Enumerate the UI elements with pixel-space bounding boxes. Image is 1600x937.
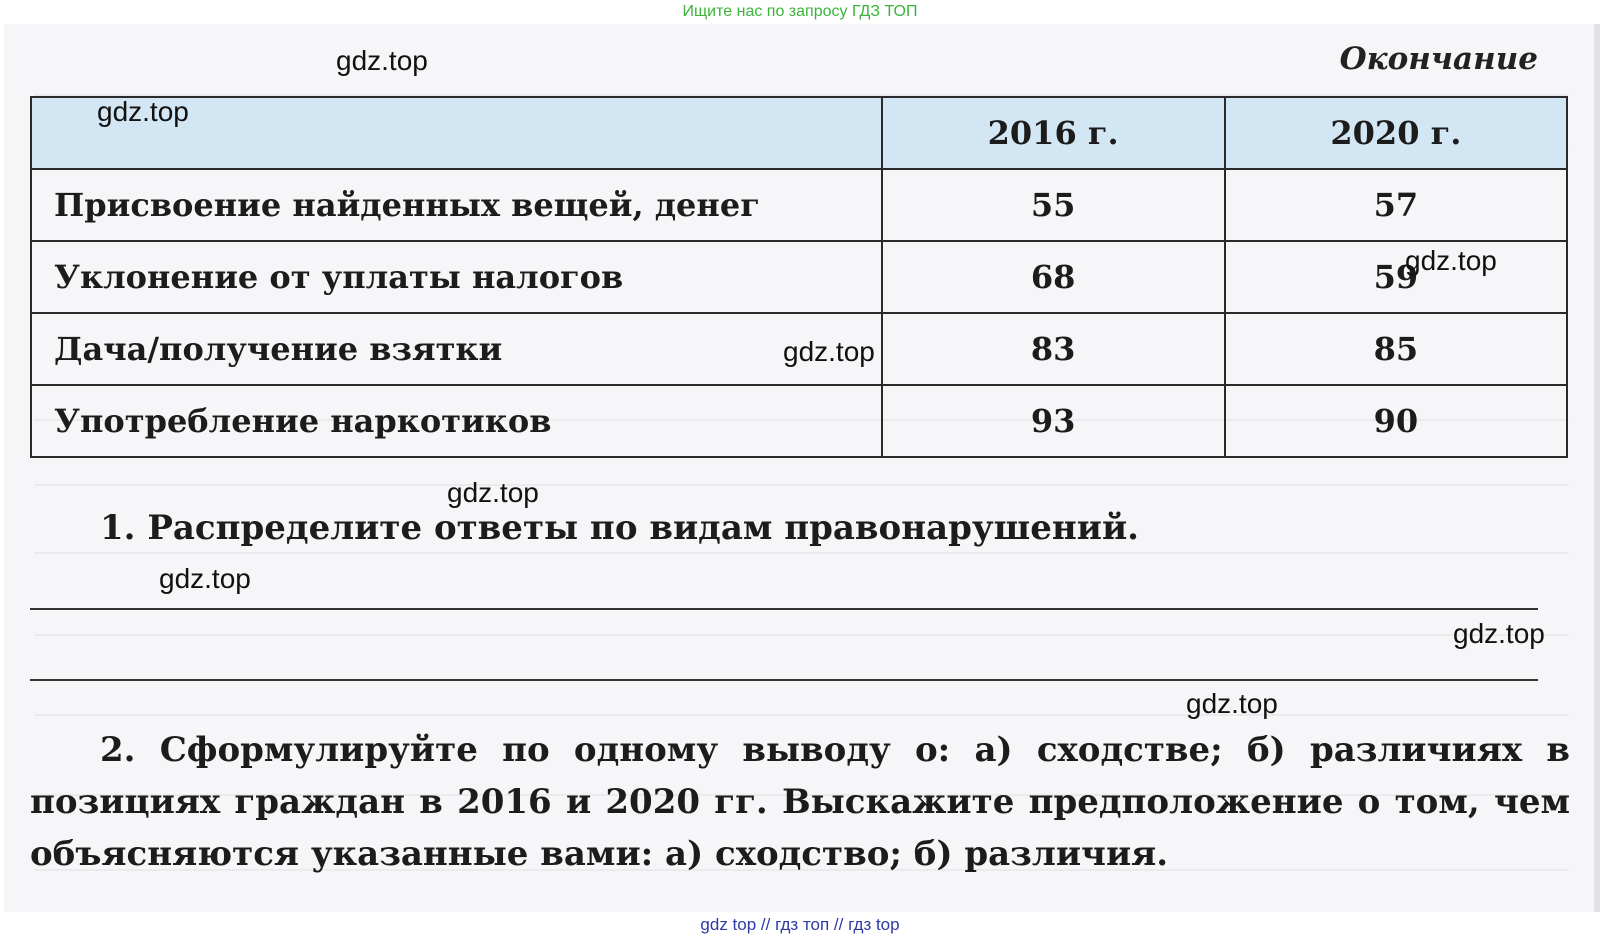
task-2-text: 2. Сформулируйте по одному выводу о: а) сходстве; б) различиях в позициях граждан в 2016 и 2020 гг. Выскажите предположение о том, чем объясняются указанные вами: а) сходство; б) различия. <box>30 730 1570 874</box>
watermark: gdz.top <box>447 477 539 508</box>
watermark: gdz.top <box>336 45 428 76</box>
table-row <box>31 169 1567 241</box>
row-label: Присвоение найденных вещей, денег <box>31 169 882 241</box>
watermark: gdz.top <box>1453 618 1545 649</box>
row-label: Употребление наркотиков <box>31 385 882 457</box>
value-2016: 93 <box>882 385 1225 457</box>
value-2016: 68 <box>882 241 1225 313</box>
value-2016: 55 <box>882 169 1225 241</box>
task-2 <box>30 724 1570 880</box>
bottom-banner: gdz top // гдз топ // гдз top <box>0 912 1600 937</box>
watermark: gdz.top <box>1405 245 1497 276</box>
value-2020: 85 <box>1225 313 1567 385</box>
watermark: gdz.top <box>783 336 875 367</box>
top-banner: Ищите нас по запросу ГДЗ ТОП <box>682 3 918 20</box>
value-2016: 83 <box>882 313 1225 385</box>
value-2020: 90 <box>1225 385 1567 457</box>
row-label: Дача/получение взятки <box>31 313 882 385</box>
table-row <box>31 241 1567 313</box>
answer-line[interactable] <box>30 608 1538 610</box>
table-header-row <box>31 97 1567 169</box>
value-2020: 57 <box>1225 169 1567 241</box>
value-2020: 59 <box>1225 241 1567 313</box>
continued-label: Окончание <box>1339 41 1538 77</box>
task-1: 1. Распределите ответы по видам правонарушений. <box>100 508 1140 548</box>
survey-table <box>30 96 1568 458</box>
watermark: gdz.top <box>159 563 251 594</box>
header-cell-2020: 2020 г. <box>1225 97 1567 169</box>
table-row <box>31 385 1567 457</box>
answer-line[interactable] <box>30 679 1538 681</box>
row-label: Уклонение от уплаты налогов <box>31 241 882 313</box>
watermark: gdz.top <box>1186 688 1278 719</box>
header-cell-2016: 2016 г. <box>882 97 1225 169</box>
watermark: gdz.top <box>97 96 189 127</box>
